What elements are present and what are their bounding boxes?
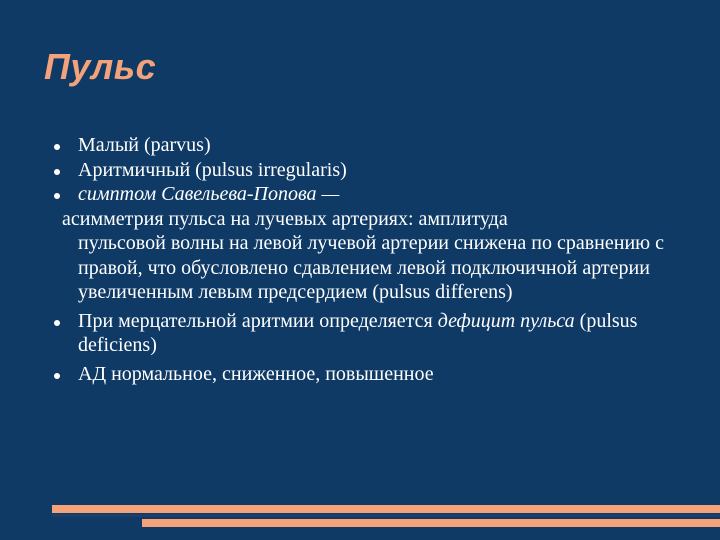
bullet-dot-icon [54, 169, 60, 175]
bullet-item-deficit [54, 309, 694, 358]
bullet-item-irregularis [54, 158, 694, 183]
bullet-text: Аритмичный (pulsus irregularis) [78, 158, 347, 181]
bullet-text-italic: дефицит пульса [437, 309, 575, 332]
slide-title: Пульс [44, 46, 157, 87]
decorative-bar-top [52, 505, 720, 513]
bullet-text: При мерцательной аритмии определяется [78, 309, 438, 332]
bullet-text: АД нормальное, сниженное, повышенное [78, 362, 434, 385]
slide-content [54, 133, 694, 386]
bullet-dot-icon [54, 144, 60, 150]
bullet-continuation [54, 207, 694, 305]
bullet-item-saveliev-popov [54, 182, 694, 207]
decorative-bar-bottom [142, 519, 720, 527]
bullet-dot-icon [54, 373, 60, 379]
bullet-item-blood-pressure [54, 362, 694, 387]
bullet-text-after: (pulsus deficiens) [78, 309, 638, 356]
bullet-text-italic: симптом Савельева-Попова — [78, 183, 340, 205]
bullet-dot-icon [54, 320, 60, 326]
bullet-item-parvus [54, 133, 694, 158]
bullet-dot-icon [54, 193, 60, 199]
bullet-text: Малый (parvus) [78, 134, 211, 156]
continuation-first-line: асимметрия пульса на лучевых артериях: амплитуда [62, 207, 508, 230]
decorative-bar-divider [52, 514, 720, 517]
continuation-text: пульсовой волны на левой лучевой артерии снижена по сравнению с правой, что обусловлено сдавлением левой подключичной артерии увеличенным левым предсердием (pulsus differens) [78, 232, 664, 303]
